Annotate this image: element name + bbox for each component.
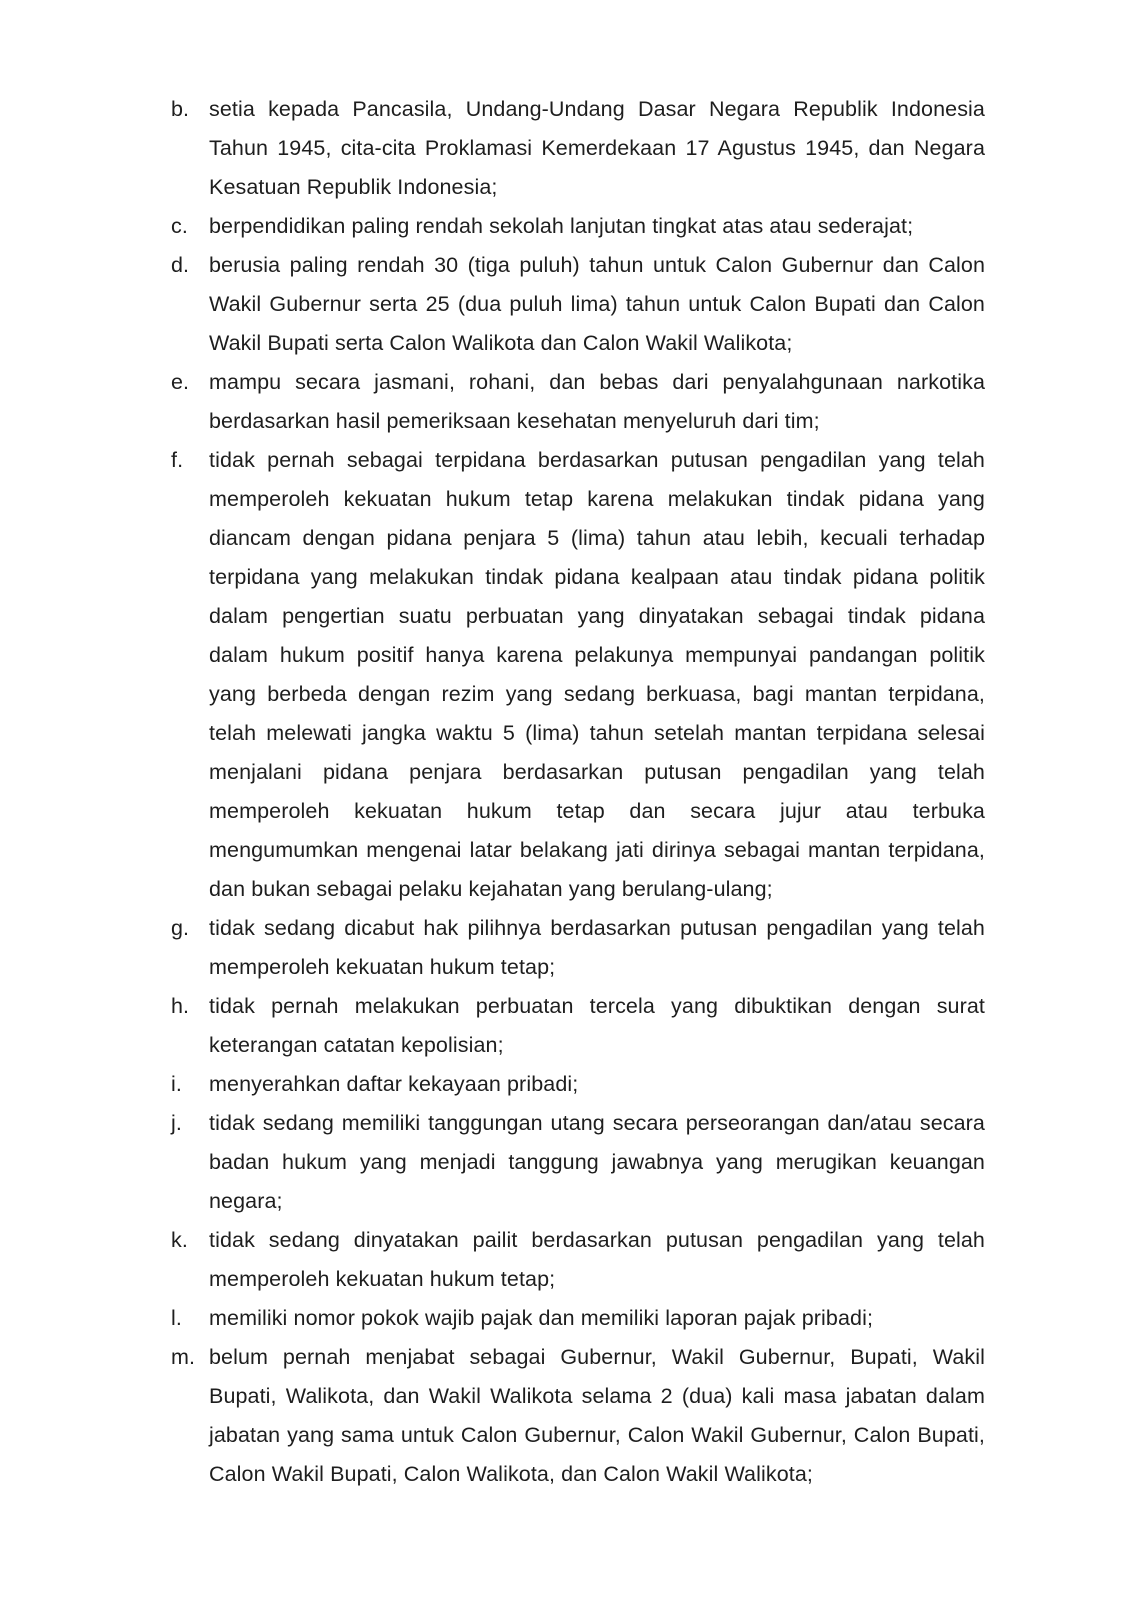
list-item-text: berpendidikan paling rendah sekolah lanjutan tingkat atas atau sederajat;	[209, 214, 914, 238]
list-item-marker: l.	[171, 1306, 182, 1330]
list-item-marker: k.	[171, 1228, 188, 1252]
list-item-e	[171, 363, 985, 441]
list-item-marker: d.	[171, 253, 190, 277]
list-item-h	[171, 987, 985, 1065]
list-item-marker: m.	[171, 1345, 196, 1369]
list-item-text: memiliki nomor pokok wajib pajak dan memiliki laporan pajak pribadi;	[209, 1306, 874, 1330]
list-item-text: tidak pernah melakukan perbuatan tercela yang dibuktikan dengan surat keterangan catatan kepolisian;	[209, 994, 985, 1057]
list-item-marker: h.	[171, 994, 190, 1018]
list-item-text: tidak sedang dicabut hak pilihnya berdasarkan putusan pengadilan yang telah memperoleh kekuatan hukum tetap;	[209, 916, 985, 979]
list-item-marker: c.	[171, 214, 188, 238]
list-item-text: tidak sedang dinyatakan pailit berdasarkan putusan pengadilan yang telah memperoleh kekuatan hukum tetap;	[209, 1228, 985, 1291]
list-item-g	[171, 909, 985, 987]
list-item-marker: f.	[171, 448, 184, 472]
list-item-text: menyerahkan daftar kekayaan pribadi;	[209, 1072, 579, 1096]
list-item-marker: j.	[171, 1111, 182, 1135]
list-item-f	[171, 441, 985, 909]
list-item-l	[171, 1299, 985, 1338]
list-item-b	[171, 90, 985, 207]
list-item-text: mampu secara jasmani, rohani, dan bebas dari penyalahgunaan narkotika berdasarkan hasil pemeriksaan kesehatan menyeluruh dari tim;	[209, 370, 985, 433]
list-item-m	[171, 1338, 985, 1494]
list-item-text: berusia paling rendah 30 (tiga puluh) tahun untuk Calon Gubernur dan Calon Wakil Gubernur serta 25 (dua puluh lima) tahun untuk Calon Bupati dan Calon Wakil Bupati serta Calon Walikota dan Calon Wakil Walikota;	[209, 253, 985, 355]
list-item-d	[171, 246, 985, 363]
requirements-list	[171, 90, 985, 1494]
list-item-marker: i.	[171, 1072, 182, 1096]
list-item-j	[171, 1104, 985, 1221]
list-item-k	[171, 1221, 985, 1299]
list-item-c	[171, 207, 985, 246]
list-item-text: setia kepada Pancasila, Undang-Undang Dasar Negara Republik Indonesia Tahun 1945, cita-cita Proklamasi Kemerdekaan 17 Agustus 1945, dan Negara Kesatuan Republik Indonesia;	[209, 97, 985, 199]
list-item-text: belum pernah menjabat sebagai Gubernur, Wakil Gubernur, Bupati, Wakil Bupati, Walikota, dan Wakil Walikota selama 2 (dua) kali masa jabatan dalam jabatan yang sama untuk Calon Gubernur, Calon Wakil Gubernur, Calon Bupati, Calon Wakil Bupati, Calon Walikota, dan Calon Wakil Walikota;	[209, 1345, 985, 1486]
list-item-marker: e.	[171, 370, 190, 394]
list-item-text: tidak sedang memiliki tanggungan utang secara perseorangan dan/atau secara badan hukum yang menjadi tanggung jawabnya yang merugikan keuangan negara;	[209, 1111, 985, 1213]
list-item-marker: b.	[171, 97, 190, 121]
list-item-i	[171, 1065, 985, 1104]
list-item-text: tidak pernah sebagai terpidana berdasarkan putusan pengadilan yang telah memperoleh kekuatan hukum tetap karena melakukan tindak pidana yang diancam dengan pidana penjara 5 (lima) tahun atau lebih, kecuali terhadap terpidana yang melakukan tindak pidana kealpaan atau tindak pidana politik dalam pengertian suatu perbuatan yang dinyatakan sebagai tindak pidana dalam hukum positif hanya karena pelakunya mempunyai pandangan politik yang berbeda dengan rezim yang sedang berkuasa, bagi mantan terpidana, telah melewati jangka waktu 5 (lima) tahun setelah mantan terpidana selesai menjalani pidana penjara berdasarkan putusan pengadilan yang telah memperoleh kekuatan hukum tetap dan secara jujur atau terbuka mengumumkan mengenai latar belakang jati dirinya sebagai mantan terpidana, dan bukan sebagai pelaku kejahatan yang berulang-ulang;	[209, 448, 985, 901]
list-item-marker: g.	[171, 916, 190, 940]
